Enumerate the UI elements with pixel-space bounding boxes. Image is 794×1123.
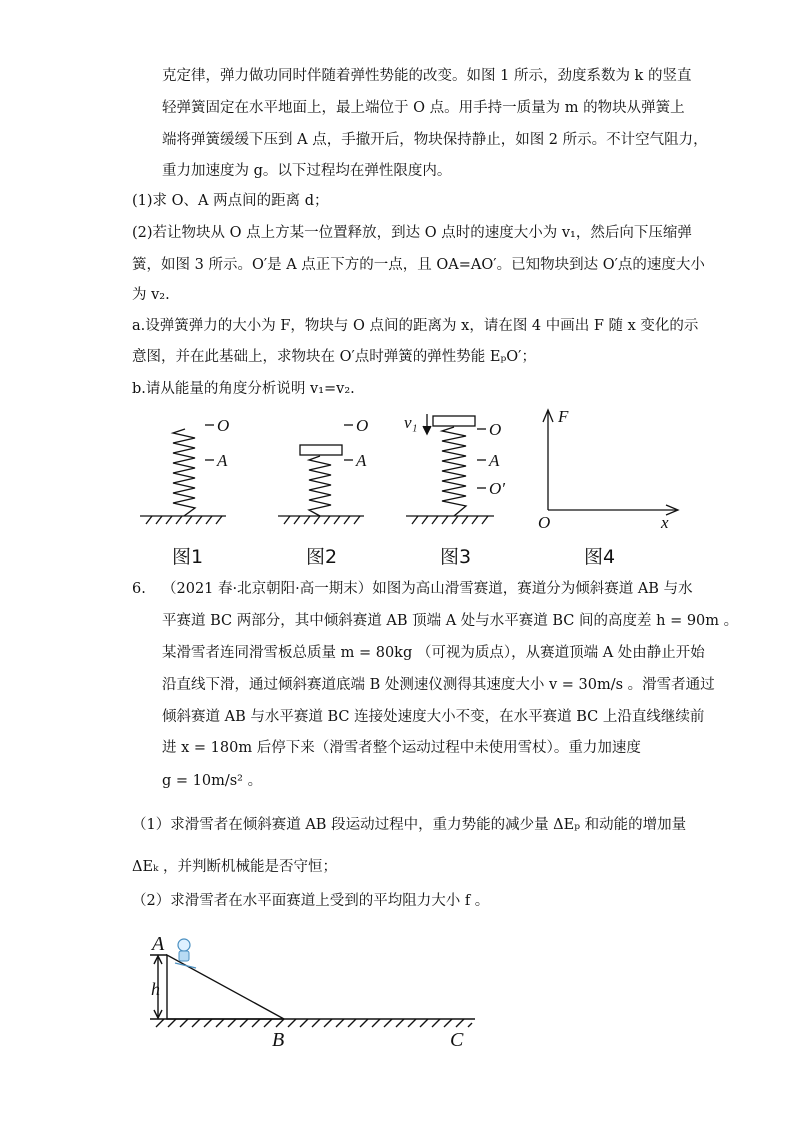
fig2-label-A: A — [356, 451, 367, 470]
q5-part-a-line-2: 意图，并在此基础上，求物块在 O′点时弹簧的弹性势能 EₚO′； — [132, 349, 536, 365]
figure-1-spring — [140, 425, 226, 524]
fig3-label-v1: v₁ — [404, 413, 418, 432]
fig2-label-O: O — [356, 416, 369, 435]
label-A: A — [152, 933, 165, 955]
q6-line-6: 进 x = 180m 后停下来（滑雪者整个运动过程中未使用雪杖）。重力加速度 — [162, 740, 641, 756]
q5-line-2: 轻弹簧固定在水平地面上，最上端位于 O 点。用手持一质量为 m 的物块从弹簧上 — [162, 100, 685, 116]
q6-part-2: （2）求滑雪者在水平面赛道上受到的平均阻力大小 f 。 — [132, 893, 490, 909]
q6-line-4: 沿直线下滑，通过倾斜赛道底端 B 处测速仪测得其速度大小 v = 30m/s 。滑雪者通过 — [162, 677, 715, 693]
q5-part-2-line-2: 簧，如图 3 所示。O′是 A 点正下方的一点，且 OA=AO′。已知物块到达 O′点的速度大小 — [132, 257, 705, 273]
q5-part-2-line-3: 为 v₂. — [132, 287, 170, 303]
fig1-label-A: A — [217, 451, 228, 470]
q6-line-2: 平赛道 BC 两部分，其中倾斜赛道 AB 顶端 A 处与水平赛道 BC 间的高度差 h = 90m 。 — [162, 613, 739, 629]
fig4-axis-x: x — [661, 513, 669, 532]
fig3-label-A: A — [489, 451, 500, 470]
caption-fig3: 图3 — [440, 546, 472, 568]
label-C: C — [450, 1029, 464, 1051]
ski-slope-figure — [0, 928, 794, 1058]
caption-fig1: 图1 — [172, 546, 204, 568]
figure-2-spring — [278, 425, 364, 524]
q6-part-1-line-1: （1）求滑雪者在倾斜赛道 AB 段运动过程中，重力势能的减少量 ΔEₚ 和动能的增加量 — [132, 817, 687, 833]
q6-line-7: g = 10m/s² 。 — [162, 773, 263, 789]
q5-part-1: (1)求 O、A 两点间的距离 d； — [132, 193, 329, 209]
q6-part-1-line-2: ΔEₖ ，并判断机械能是否守恒； — [132, 859, 337, 875]
skier-icon — [175, 939, 196, 968]
q5-line-3: 端将弹簧缓缓下压到 A 点，手撤开后，物块保持静止，如图 2 所示。不计空气阻力， — [162, 132, 708, 148]
q5-part-a-line-1: a.设弹簧弹力的大小为 F，物块与 O 点间的距离为 x，请在图 4 中画出 F 随 x 变化的示 — [132, 318, 699, 334]
q6-line-1: （2021 春·北京朝阳·高一期末）如图为高山滑雪赛道，赛道分为倾斜赛道 AB 与水 — [162, 581, 693, 597]
q6-number: 6. — [132, 581, 146, 597]
caption-fig4: 图4 — [584, 546, 616, 568]
spring-figures — [0, 400, 794, 560]
q5-line-4: 重力加速度为 g。以下过程均在弹性限度内。 — [162, 163, 452, 179]
fig1-label-O: O — [217, 416, 230, 435]
fig3-label-O-prime: O′ — [489, 479, 505, 498]
label-h: h — [151, 979, 160, 999]
fig4-origin-O: O — [538, 513, 551, 532]
fig3-label-O: O — [489, 420, 502, 439]
q6-line-5: 倾斜赛道 AB 与水平赛道 BC 连接处速度大小不变，在水平赛道 BC 上沿直线继续前 — [162, 709, 705, 725]
label-B: B — [272, 1029, 285, 1051]
q5-part-b: b.请从能量的角度分析说明 v₁=v₂. — [132, 381, 355, 397]
caption-fig2: 图2 — [306, 546, 338, 568]
fig4-axis-F: F — [558, 407, 569, 426]
figure-3-spring — [406, 414, 494, 524]
q5-part-2-line-1: (2)若让物块从 O 点上方某一位置释放，到达 O 点时的速度大小为 v₁，然后向下压缩弹 — [132, 225, 692, 241]
q6-line-3: 某滑雪者连同滑雪板总质量 m = 80kg （可视为质点），从赛道顶端 A 处由静止开始 — [162, 645, 705, 661]
q5-line-1: 克定律，弹力做功同时伴随着弹性势能的改变。如图 1 所示，劲度系数为 k 的竖直 — [162, 68, 692, 84]
